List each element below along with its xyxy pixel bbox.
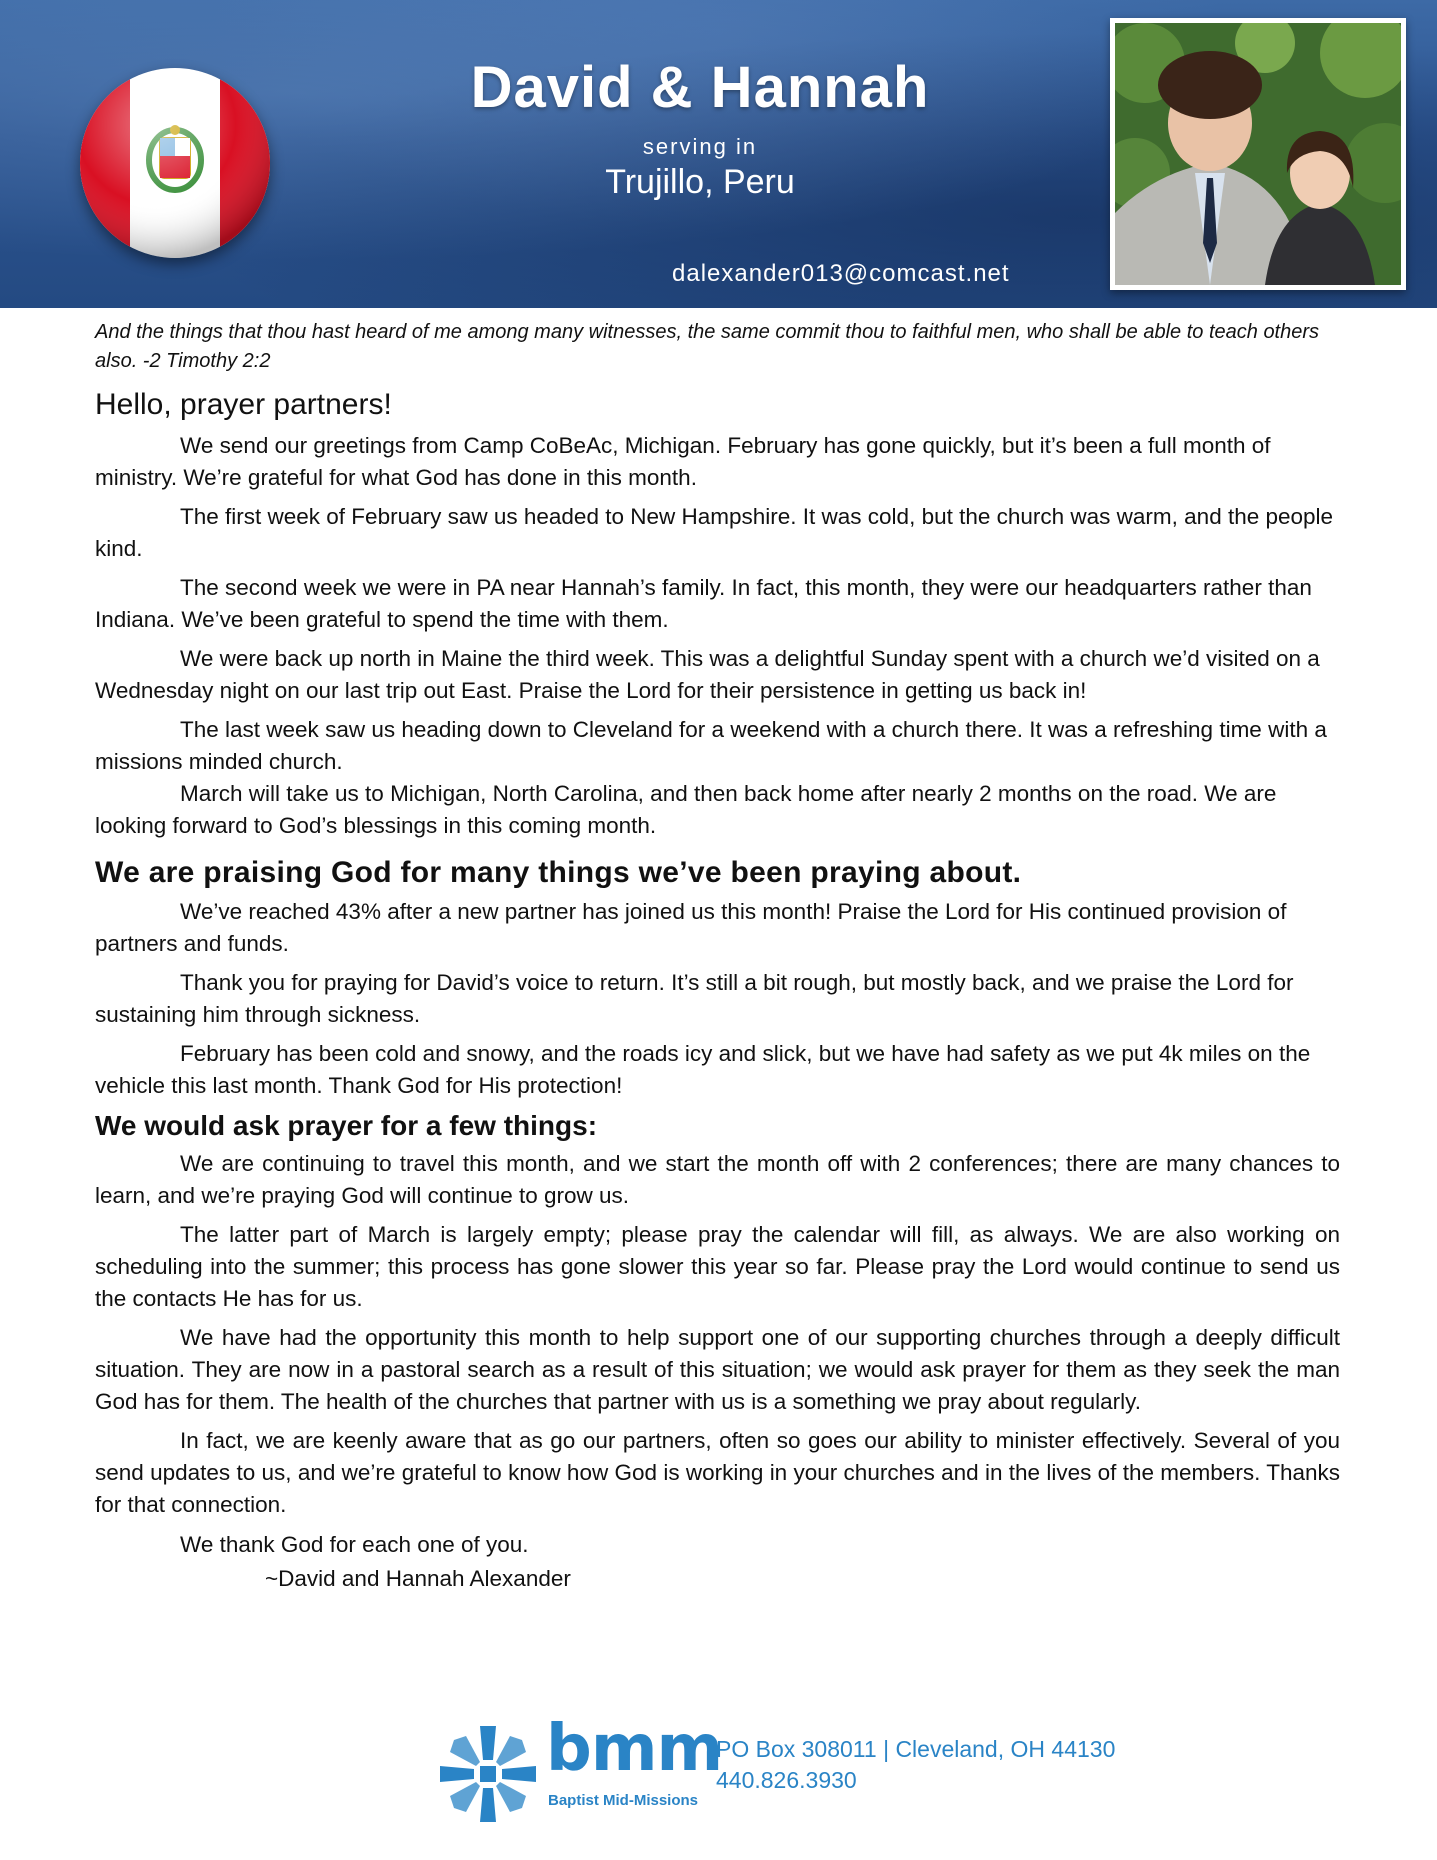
serving-label: serving in [642, 134, 758, 159]
update-paragraph: The last week saw us heading down to Cleveland for a weekend with a church there. It was a refreshing time with a missions minded church. [95, 717, 1327, 774]
prayer-heading: We would ask prayer for a few things: [95, 1110, 598, 1141]
missionary-name-title: David & Hannah [470, 55, 930, 120]
update-paragraph: We were back up north in Maine the third week. This was a delightful Sunday spent with a church we’d visited on a Wednesday night on our last trip out East. Praise the Lord for their persistence in getting us back in! [95, 646, 1320, 703]
update-paragraph: The second week we were in PA near Hannah’s family. In fact, this month, they were our headquarters rather than Indiana. We’ve been grateful to spend the time with them. [95, 575, 1312, 632]
scripture-verse: And the things that thou hast heard of me among many witnesses, the same commit thou to faithful men, who shall be able to teach others also. -2 Timothy 2:2 [95, 321, 1320, 372]
praise-paragraph: We’ve reached 43% after a new partner has joined us this month! Praise the Lord for His continued provision of partners and funds. [95, 899, 1287, 956]
footer [440, 1712, 1140, 1824]
header-banner [0, 0, 1437, 308]
signature: ~David and Hannah Alexander [265, 1566, 571, 1591]
praise-paragraph: February has been cold and snowy, and the roads icy and slick, but we have had safety as we put 4k miles on the vehicle this last month. Thank God for His protection! [95, 1041, 1311, 1098]
update-paragraph: We send our greetings from Camp CoBeAc, Michigan. February has gone quickly, but it’s been a full month of ministry. We’re grateful for what God has done in this month. [95, 433, 1271, 490]
prayer-paragraph: We have had the opportunity this month to help support one of our supporting churches through a deeply difficult situation. They are now in a pastoral search as a result of this situation; we would ask prayer for them as they seek the man God has for them. The health of the churches that partner with us is a something we pray about regularly. [95, 1325, 1340, 1414]
bmm-cross-logo-icon [440, 1726, 536, 1827]
mission-contact [716, 1734, 1115, 1796]
bmm-logo-text: bmm [546, 1712, 723, 1786]
update-paragraph: The first week of February saw us headed to New Hampshire. It was cold, but the church was warm, and the people kind. [95, 504, 1334, 561]
prayer-paragraph: The latter part of March is largely empty; please pray the calendar will fill, as always. We are also working on scheduling into the summer; this process has gone slower this year so far. Please pray the Lord would continue to send us the contacts He has for us. [95, 1222, 1340, 1311]
bmm-logo-subtext: Baptist Mid-Missions [548, 1792, 699, 1809]
field-location: Trujillo, Peru [605, 163, 795, 201]
letter-body [95, 318, 1340, 1596]
mission-address: PO Box 308011 | Cleveland, OH 44130 [716, 1736, 1116, 1762]
mission-phone: 440.826.3930 [716, 1767, 857, 1793]
contact-email[interactable]: dalexander013@comcast.net [672, 260, 1010, 287]
update-paragraph: March will take us to Michigan, North Carolina, and then back home after nearly 2 months on the road. We are looking forward to God’s blessings in this coming month. [95, 781, 1277, 838]
prayer-paragraph: We are continuing to travel this month, and we start the month off with 2 conferences; there are many chances to learn, and we’re praying God will continue to grow us. [95, 1151, 1340, 1208]
peru-flag-icon [80, 68, 270, 258]
couple-photo [1110, 18, 1406, 290]
praise-paragraph: Thank you for praying for David’s voice to return. It’s still a bit rough, but mostly back, and we praise the Lord for sustaining him through sickness. [95, 970, 1294, 1027]
greeting-heading: Hello, prayer partners! [95, 388, 392, 421]
closing-thanks: We thank God for each one of you. [180, 1532, 529, 1557]
prayer-paragraph: In fact, we are keenly aware that as go our partners, often so goes our ability to minister effectively. Several of you send updates to us, and we’re grateful to know how God is working in your churches and in the lives of the members. Thanks for that connection. [95, 1428, 1340, 1517]
praise-heading: We are praising God for many things we’ve been praying about. [95, 856, 1022, 889]
